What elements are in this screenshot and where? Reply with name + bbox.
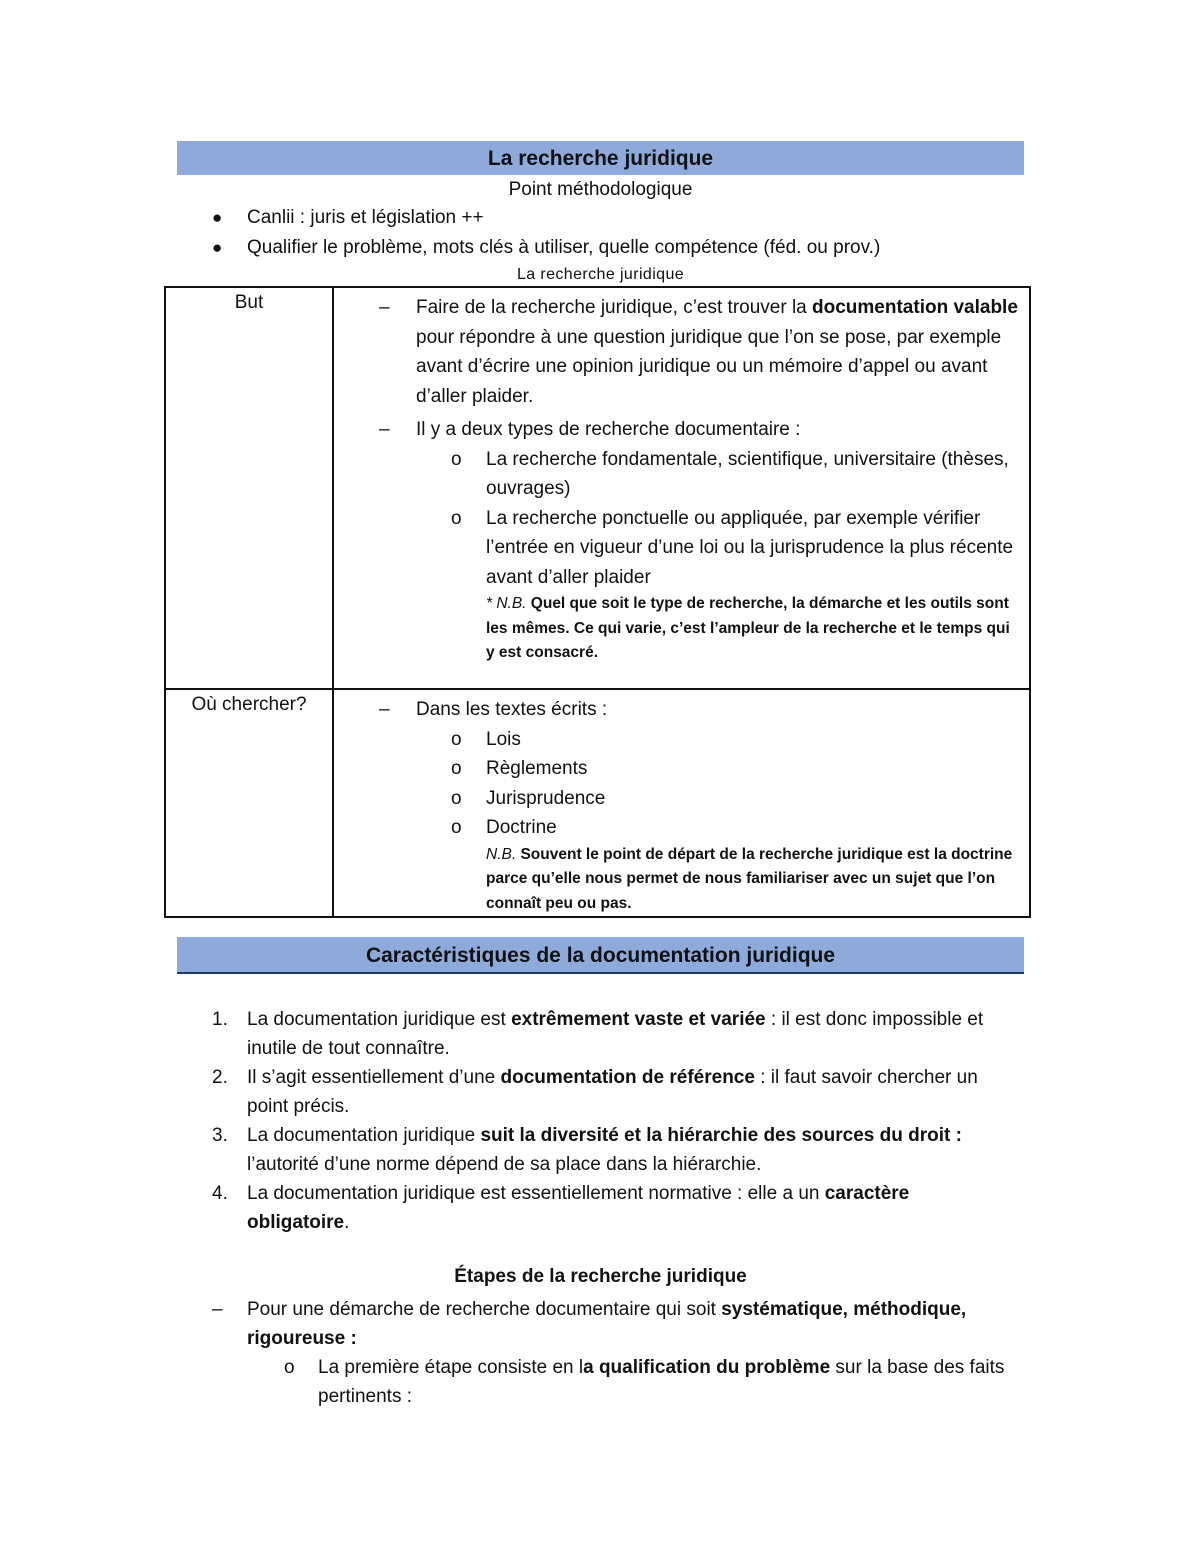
sub-list-item: o Règlements bbox=[334, 754, 1019, 784]
page-title: La recherche juridique bbox=[487, 147, 714, 170]
etapes-list bbox=[212, 1295, 1012, 1411]
list-item: – Faire de la recherche juridique, c’est trouver la documentation valable pour répondre à une question juridique que l’on se pose, par exemple avant d’écrire une opinion juridique ou un mémoire d’appel ou avant d’aller plaider. bbox=[334, 293, 1019, 411]
circle-bullet-icon: o bbox=[451, 787, 462, 809]
sub-list-item: o La recherche fondamentale, scientifique, universitaire (thèses, ouvrages) bbox=[334, 445, 1019, 504]
dash-icon: – bbox=[379, 419, 390, 440]
bullet-text: Qualifier le problème, mots clés à utiliser, quelle compétence (féd. ou prov.) bbox=[247, 237, 881, 258]
row-label: But bbox=[165, 287, 333, 689]
note: N.B. Souvent le point de départ de la recherche juridique est la doctrine parce qu’elle nous permet de nous familiariser avec un sujet que l’on connaît peu ou pas. bbox=[486, 845, 1013, 912]
row-content bbox=[333, 287, 1030, 689]
bullet-icon: ● bbox=[212, 208, 223, 227]
list-item: 2. Il s’agit essentiellement d’une documentation de référence : il faut savoir chercher un point précis. bbox=[212, 1067, 978, 1117]
characteristics-list bbox=[212, 1005, 1012, 1237]
bullet-text: Canlii : juris et législation ++ bbox=[247, 207, 484, 228]
list-item: 1. La documentation juridique est extrêmement vaste et variée : il est donc impossible et inutile de tout connaître. bbox=[212, 1009, 984, 1059]
etapes-title: Étapes de la recherche juridique bbox=[454, 1266, 747, 1287]
circle-bullet-icon: o bbox=[451, 728, 462, 750]
table-row bbox=[165, 287, 1030, 689]
section-title-band bbox=[177, 937, 1024, 974]
list-item: 3. La documentation juridique suit la diversité et la hiérarchie des sources du droit : l’autorité d’une norme dépend de sa place dans la hiérarchie. bbox=[212, 1125, 962, 1175]
circle-bullet-icon: o bbox=[451, 817, 462, 838]
list-item: 4. La documentation juridique est essentiellement normative : elle a un caractère obligatoire. bbox=[212, 1183, 910, 1233]
sub-list-item: o Doctrine bbox=[334, 813, 1019, 843]
section-title: Caractéristiques de la documentation juridique bbox=[365, 944, 836, 967]
row-content bbox=[333, 689, 1030, 917]
sub-list-item: o La première étape consiste en la qualification du problème sur la base des faits pertinents : bbox=[212, 1353, 1012, 1411]
row-label: Où chercher? bbox=[165, 689, 333, 917]
subtitle: Point méthodologique bbox=[508, 179, 693, 200]
note: * N.B. Quel que soit le type de recherche, la démarche et les outils sont les mêmes. Ce qui varie, c’est l’ampleur de la recherche et le temps qui y est consacré. bbox=[486, 595, 1010, 661]
title-band bbox=[177, 141, 1024, 175]
dash-icon: – bbox=[379, 699, 390, 720]
circle-bullet-icon: o bbox=[451, 758, 462, 779]
dash-icon: – bbox=[379, 297, 390, 318]
list-item: – Pour une démarche de recherche documentaire qui soit systématique, méthodique, rigoureuse : bbox=[212, 1295, 1012, 1353]
table-title: La recherche juridique bbox=[516, 266, 685, 283]
sub-list-item: o La recherche ponctuelle ou appliquée, par exemple vérifier l’entrée en vigueur d’une loi ou la jurisprudence la plus récente avant d’aller plaider bbox=[334, 504, 1019, 593]
sub-list-item: o Jurisprudence bbox=[334, 784, 1019, 814]
circle-bullet-icon: o bbox=[284, 1357, 295, 1378]
list-item: – Dans les textes écrits : bbox=[334, 695, 1019, 725]
circle-bullet-icon: o bbox=[451, 448, 462, 470]
dash-icon: – bbox=[212, 1299, 223, 1320]
list-item: – Il y a deux types de recherche documentaire : bbox=[334, 415, 1019, 445]
table-row bbox=[165, 689, 1030, 917]
research-table bbox=[164, 286, 1031, 918]
bullet-icon: ● bbox=[212, 238, 223, 257]
sub-list-item: o Lois bbox=[334, 725, 1019, 755]
circle-bullet-icon: o bbox=[451, 507, 462, 529]
